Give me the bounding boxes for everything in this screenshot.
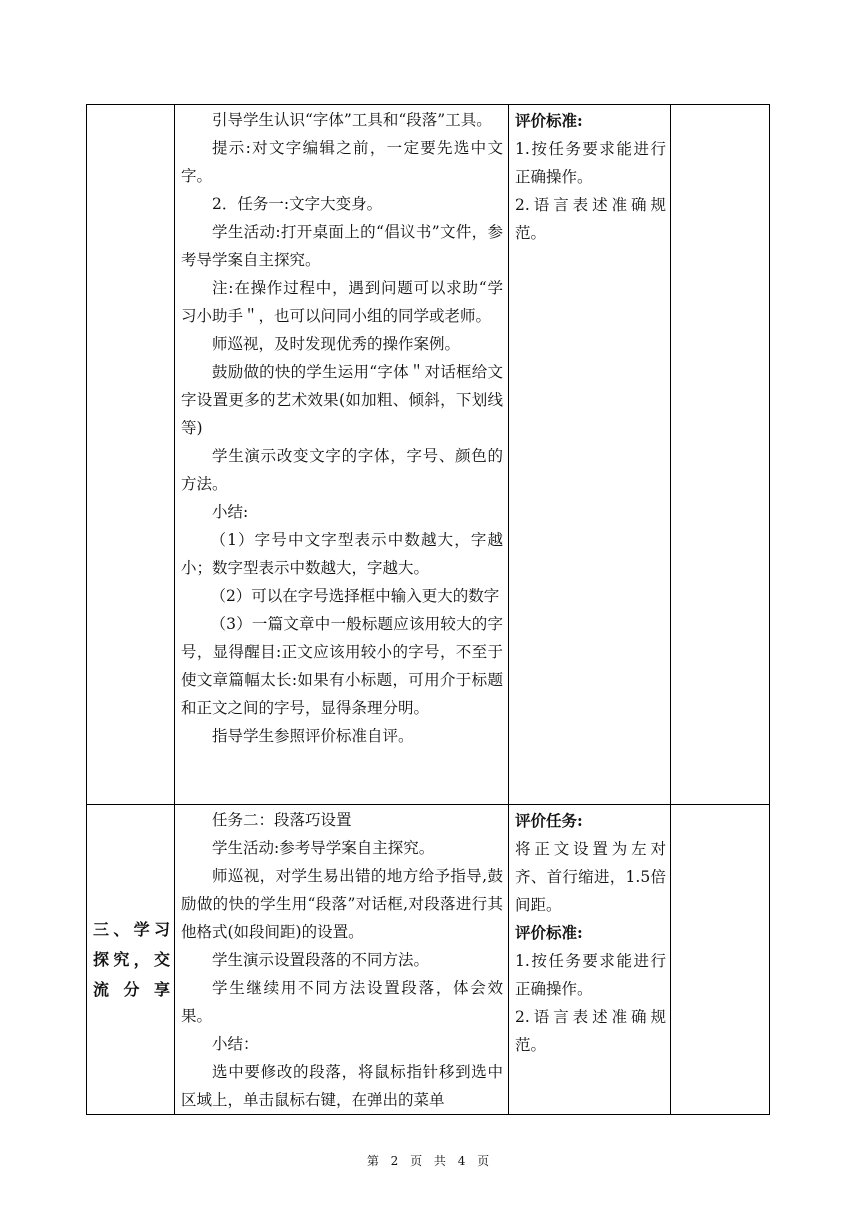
process-paragraph: 指导学生参照评价标准自评。 bbox=[212, 727, 414, 745]
eval-task-text: 将正文设置为左对齐、首行缩进，1.5倍间距。 bbox=[515, 840, 666, 914]
process-paragraph: 师巡视，及时发现优秀的操作案例。 bbox=[212, 335, 461, 353]
teaching-process-cell bbox=[175, 105, 509, 805]
table-row bbox=[87, 105, 770, 805]
section-label-cell bbox=[87, 805, 175, 1115]
summary-point: （1）字号中文字型表示中数越大，字越小；数字型表示中数越大，字越大。 bbox=[181, 531, 503, 577]
eval-standard-item: 2.语言表述准确规范。 bbox=[515, 1008, 666, 1054]
process-paragraph: 师巡视，对学生易出错的地方给予指导,鼓励做的快的学生用“段落”对话框,对段落进行其他格式(如段间距)的设置。 bbox=[181, 867, 503, 941]
process-paragraph: 选中要修改的段落，将鼠标指针移到选中区域上，单击鼠标右键，在弹出的菜单 bbox=[181, 1063, 503, 1109]
process-paragraph: 鼓励做的快的学生运用“字体＂对话框给文字设置更多的艺术效果(如加粗、倾斜，下划线等) bbox=[181, 363, 503, 437]
eval-task-heading: 评价任务: bbox=[515, 811, 583, 830]
table-row bbox=[87, 805, 770, 1115]
process-paragraph: 学生活动:打开桌面上的“倡议书”文件，参考导学案自主探究。 bbox=[181, 223, 503, 269]
process-paragraph: 学生演示设置段落的不同方法。 bbox=[212, 951, 430, 969]
process-paragraph: 小结： bbox=[212, 1035, 259, 1053]
eval-standard-heading: 评价标准: bbox=[515, 923, 583, 942]
process-paragraph: 小结: bbox=[212, 503, 249, 521]
evaluation-cell bbox=[509, 805, 671, 1115]
section-label-cell bbox=[87, 105, 175, 805]
lesson-plan-table bbox=[86, 104, 770, 1115]
page-footer: 第 2 页 共 4 页 bbox=[366, 1154, 494, 1168]
section-label: 三、学习探究，交流分享 bbox=[93, 919, 170, 999]
process-paragraph: 提示:对文字编辑之前，一定要先选中文字。 bbox=[181, 139, 503, 185]
evaluation-cell bbox=[509, 105, 671, 805]
process-paragraph: 学生活动:参考导学案自主探究。 bbox=[212, 839, 435, 857]
remarks-cell bbox=[671, 805, 770, 1115]
eval-standard-item: 2.语言表述准确规范。 bbox=[515, 196, 666, 242]
process-paragraph: 引导学生认识“字体”工具和“段落”工具。 bbox=[212, 111, 492, 129]
remarks-cell bbox=[671, 105, 770, 805]
process-paragraph: 任务二：段落巧设置 bbox=[212, 811, 352, 829]
eval-standard-item: 1.按任务要求能进行正确操作。 bbox=[515, 140, 666, 186]
summary-point: （2）可以在字号选择框中输入更大的数字 bbox=[210, 587, 500, 605]
eval-standard-item: 1.按任务要求能进行正确操作。 bbox=[515, 952, 666, 998]
teaching-process-cell bbox=[175, 805, 509, 1115]
summary-point: （3）一篇文章中一般标题应该用较大的字号，显得醒目:正文应该用较小的字号，不至于使文章篇幅太长:如果有小标题，可用介于标题和正文之间的字号，显得条理分明。 bbox=[181, 615, 503, 717]
process-paragraph: 2．任务一:文字大变身。 bbox=[212, 195, 383, 213]
process-paragraph: 学生继续用不同方法设置段落，体会效果。 bbox=[181, 979, 503, 1025]
eval-standard-heading: 评价标准: bbox=[515, 111, 583, 130]
process-paragraph: 注:在操作过程中，遇到问题可以求助“学习小助手＂，也可以问同小组的同学或老师。 bbox=[181, 279, 503, 325]
process-paragraph: 学生演示改变文字的字体，字号、颜色的方法。 bbox=[181, 447, 503, 493]
